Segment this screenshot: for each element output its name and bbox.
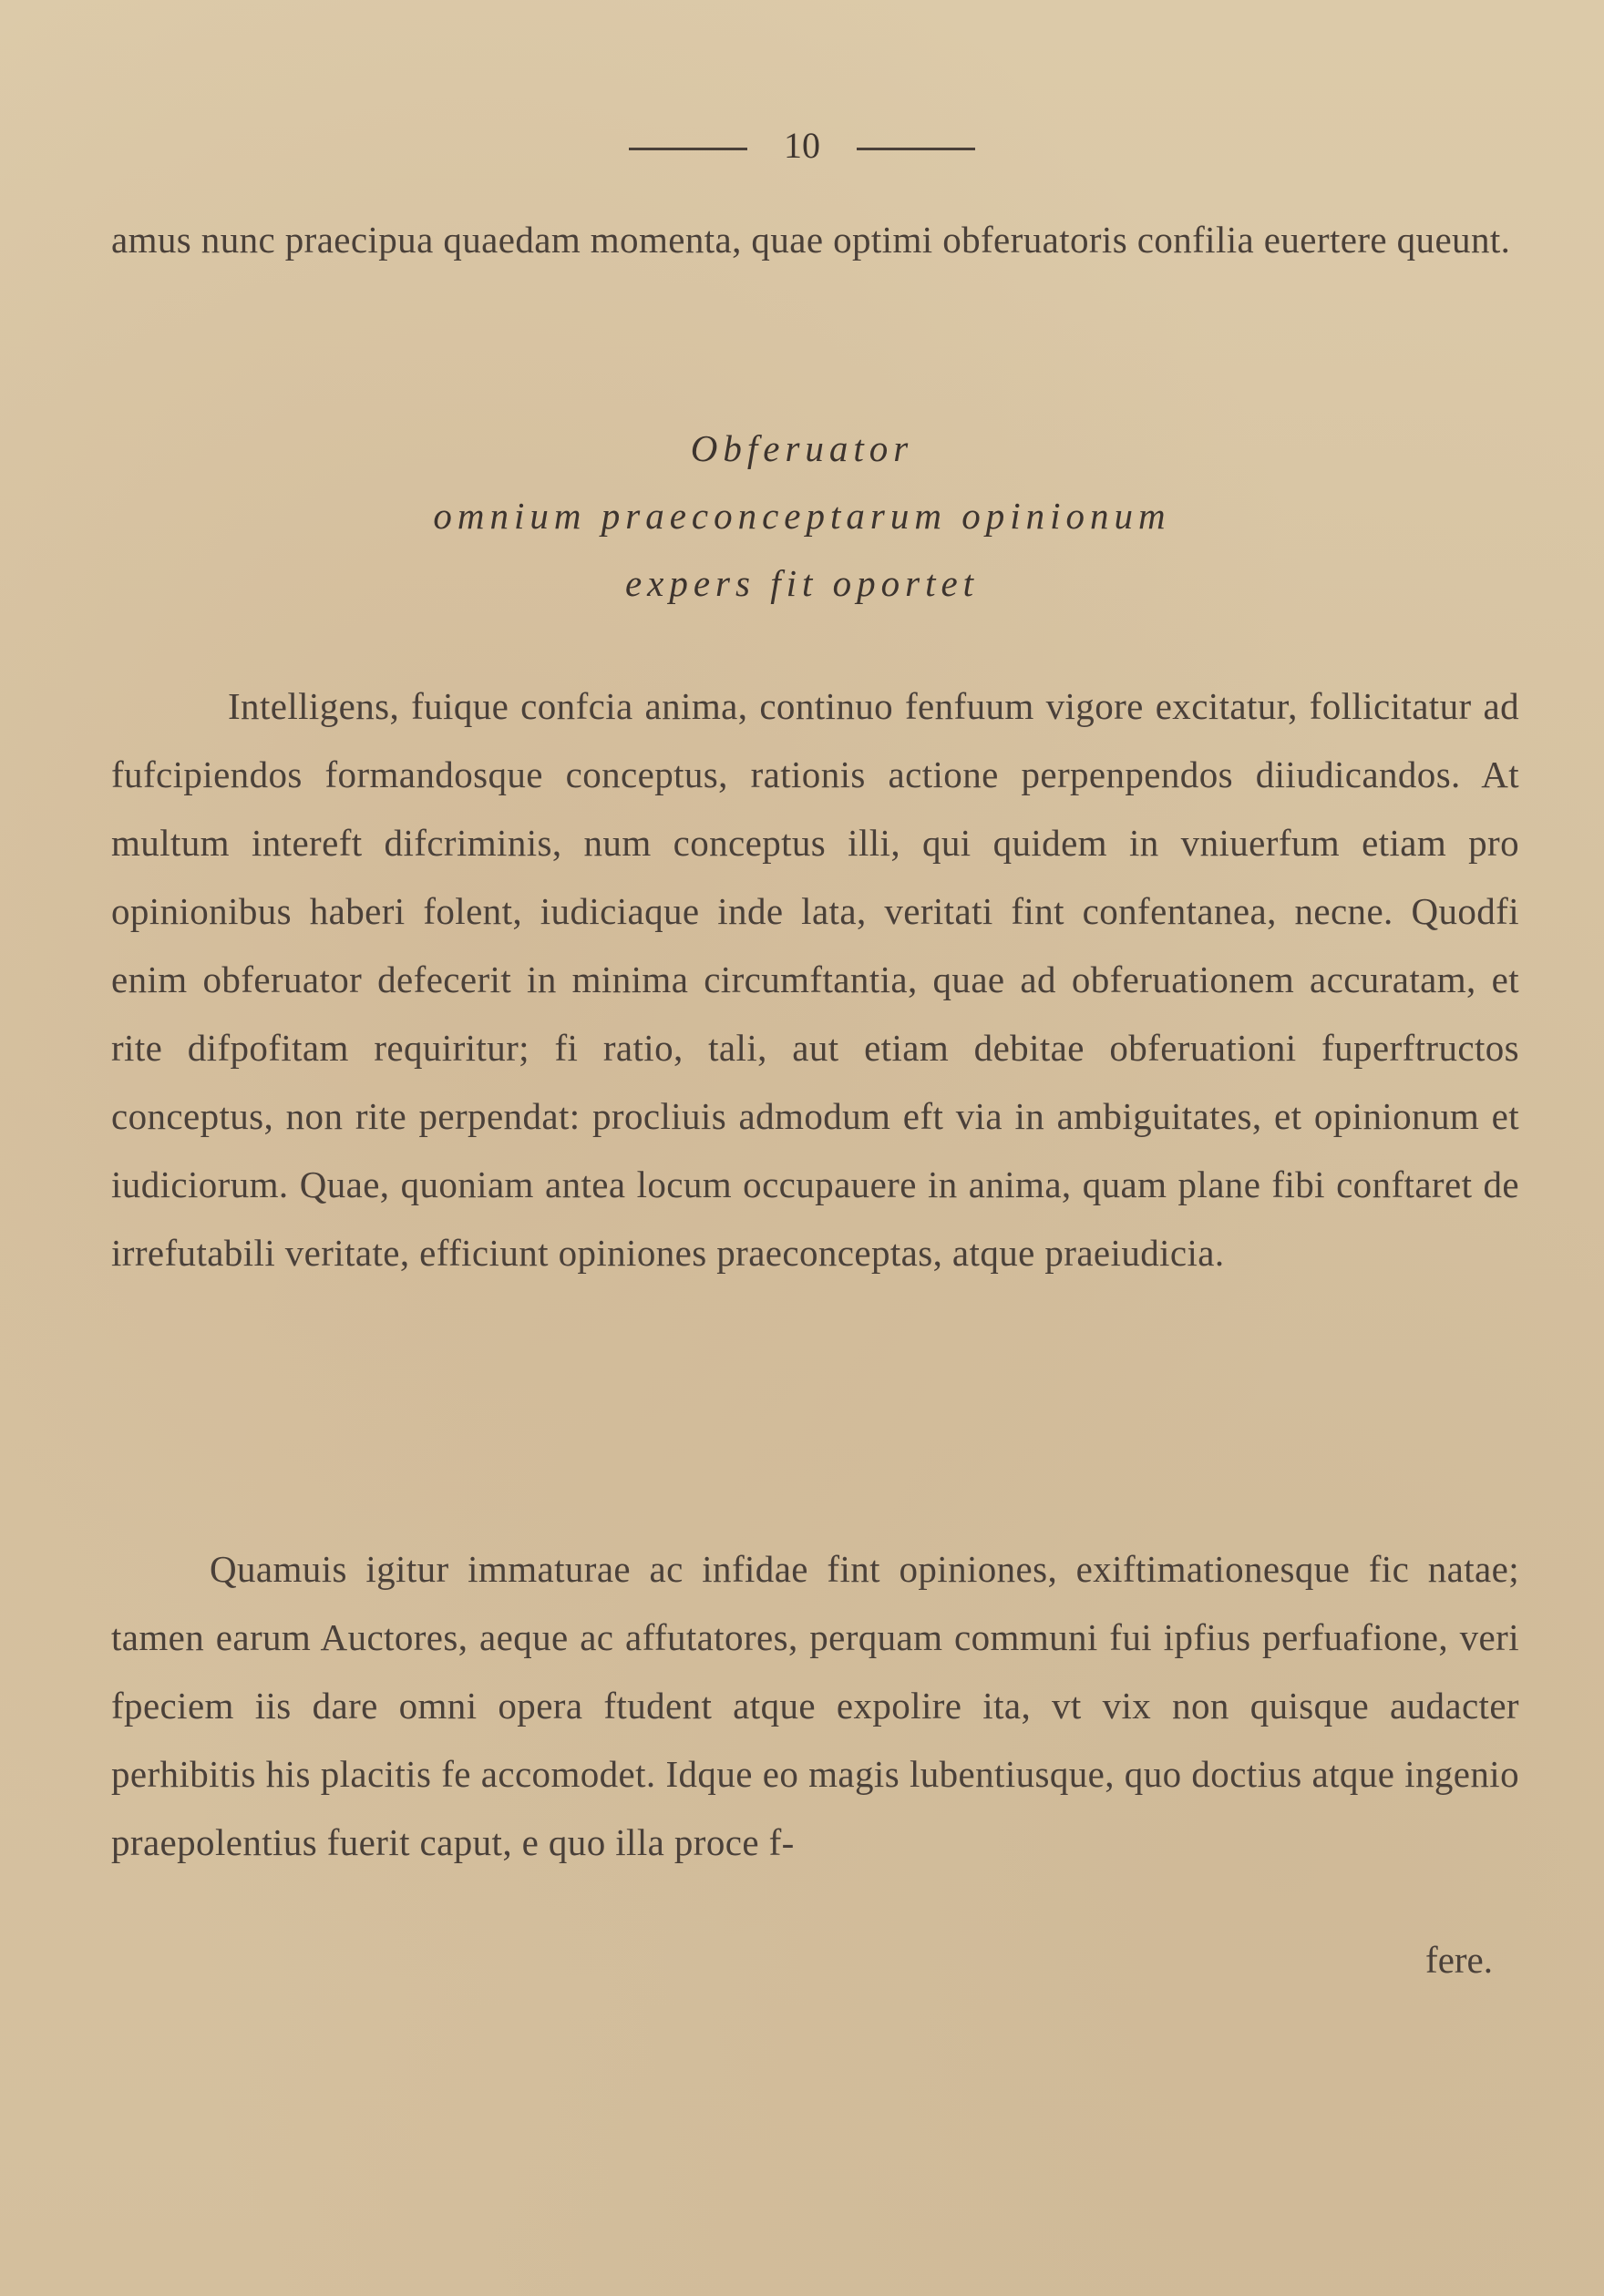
heading-line-2: omnium praeconceptarum opinionum	[433, 495, 1171, 537]
paragraph-2: Quamuis igitur immaturae ac infidae fint opiniones, exiftimationesque fic natae; tamen earum Auctores, aeque ac affutatores, perquam communi fui ipfius perfuafione, veri fpeciem iis dare omni opera ftudent atque expolire ita, vt vix non quisque audacter perhibitis his placitis fe accomodet. Idque eo magis lubentiusque, quo doctius atque ingenio praepolentius fuerit caput, e quo illa proce f-	[111, 1548, 1519, 1863]
header-rule-left	[629, 148, 747, 150]
heading-line-1: Obferuator	[690, 427, 914, 469]
carry-over-text: amus nunc praecipua quaedam momenta, quae optimi obferuatoris confilia euertere queunt.	[111, 219, 1511, 261]
heading-line-3: expers fit oportet	[624, 562, 980, 604]
header-rule-right	[857, 148, 975, 150]
running-header	[0, 124, 1604, 167]
section-heading	[0, 426, 1604, 629]
page-number: 10	[784, 125, 820, 166]
catchword: fere.	[1425, 1939, 1493, 1981]
paragraph-1: Intelligens, fuique confcia anima, continuo fenfuum vigore excitatur, follicitatur ad fufcipiendos formandosque conceptus, rationis actione perpenpendos diiudicandos. At multum intereft difcriminis, num conceptus illi, qui quidem in vniuerfum etiam pro opinionibus haberi folent, iudiciaque inde lata, veritati fint confentanea, necne. Quodfi enim obferuator defecerit in minima circumftantia, quae ad obferuationem accuratam, et rite difpofitam requiritur; fi ratio, tali, aut etiam debitae obferuationi fuperftructos conceptus, non rite perpendat: procliuis admodum eft via in ambiguitates, et opinionum et iudiciorum. Quae, quoniam antea locum occupauere in anima, quam plane fibi conftaret de irrefutabili veritate, efficiunt opiniones praeconceptas, atque praeiudicia.	[111, 685, 1519, 1274]
